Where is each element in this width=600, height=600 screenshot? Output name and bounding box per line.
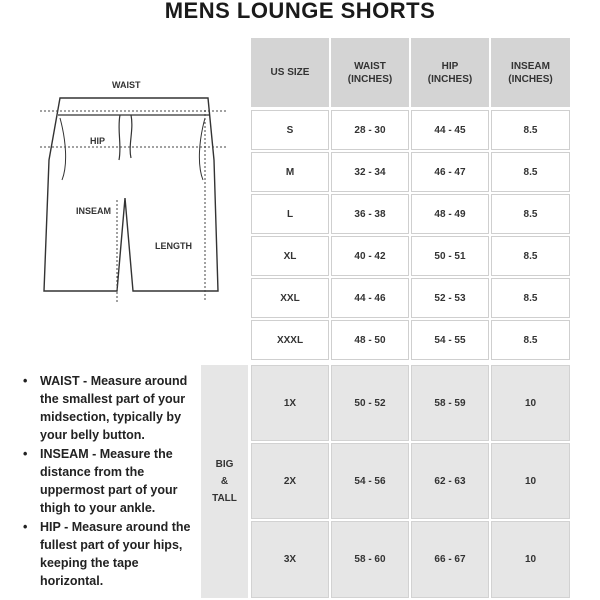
cell-hip: 52 - 53 bbox=[411, 278, 489, 318]
shorts-illustration bbox=[0, 70, 240, 320]
cell-hip: 50 - 51 bbox=[411, 236, 489, 276]
cell-size: L bbox=[251, 194, 329, 234]
cell-size: M bbox=[251, 152, 329, 192]
cell-waist: 54 - 56 bbox=[331, 443, 409, 519]
header-us-size: US SIZE bbox=[251, 38, 329, 107]
cell-waist: 44 - 46 bbox=[331, 278, 409, 318]
cell-waist: 50 - 52 bbox=[331, 365, 409, 441]
cell-inseam: 8.5 bbox=[491, 110, 570, 150]
cell-size: XL bbox=[251, 236, 329, 276]
note-waist: • WAIST - Measure around the smallest part of your midsection, typically by your belly button. bbox=[23, 374, 188, 442]
cell-hip: 44 - 45 bbox=[411, 110, 489, 150]
cell-size: XXXL bbox=[251, 320, 329, 360]
big-tall-label: BIG & TALL bbox=[201, 365, 248, 598]
cell-waist: 48 - 50 bbox=[331, 320, 409, 360]
cell-inseam: 10 bbox=[491, 443, 570, 519]
cell-hip: 46 - 47 bbox=[411, 152, 489, 192]
bullet-icon: • bbox=[23, 520, 28, 534]
cell-size: 1X bbox=[251, 365, 329, 441]
note-inseam: • INSEAM - Measure the distance from the uppermost part of your thigh to your ankle. bbox=[23, 447, 178, 515]
cell-hip: 62 - 63 bbox=[411, 443, 489, 519]
hip-label: HIP bbox=[90, 136, 106, 146]
bullet-icon: • bbox=[23, 374, 28, 388]
cell-waist: 28 - 30 bbox=[331, 110, 409, 150]
bullet-icon: • bbox=[23, 447, 28, 461]
header-waist: WAIST (INCHES) bbox=[331, 38, 409, 107]
cell-waist: 40 - 42 bbox=[331, 236, 409, 276]
cell-size: 2X bbox=[251, 443, 329, 519]
shorts-diagram bbox=[0, 70, 240, 320]
header-inseam: INSEAM (INCHES) bbox=[491, 38, 570, 107]
cell-inseam: 8.5 bbox=[491, 320, 570, 360]
length-label: LENGTH bbox=[155, 241, 192, 251]
cell-inseam: 8.5 bbox=[491, 236, 570, 276]
cell-inseam: 8.5 bbox=[491, 194, 570, 234]
cell-hip: 54 - 55 bbox=[411, 320, 489, 360]
cell-size: XXL bbox=[251, 278, 329, 318]
waist-label: WAIST bbox=[112, 80, 141, 90]
cell-inseam: 8.5 bbox=[491, 278, 570, 318]
cell-waist: 36 - 38 bbox=[331, 194, 409, 234]
cell-waist: 58 - 60 bbox=[331, 521, 409, 598]
inseam-label: INSEAM bbox=[76, 206, 112, 216]
cell-inseam: 10 bbox=[491, 365, 570, 441]
measurement-notes bbox=[20, 372, 200, 591]
cell-hip: 58 - 59 bbox=[411, 365, 489, 441]
cell-hip: 48 - 49 bbox=[411, 194, 489, 234]
header-hip: HIP (INCHES) bbox=[411, 38, 489, 107]
shorts-outline bbox=[44, 98, 218, 291]
cell-waist: 32 - 34 bbox=[331, 152, 409, 192]
page-title: MENS LOUNGE SHORTS bbox=[164, 0, 436, 23]
cell-hip: 66 - 67 bbox=[411, 521, 489, 598]
cell-size: 3X bbox=[251, 521, 329, 598]
cell-inseam: 10 bbox=[491, 521, 570, 598]
cell-size: S bbox=[251, 110, 329, 150]
cell-inseam: 8.5 bbox=[491, 152, 570, 192]
note-hip: • HIP - Measure around the fullest part of your hips, keeping the tape horizontal. bbox=[23, 520, 191, 588]
